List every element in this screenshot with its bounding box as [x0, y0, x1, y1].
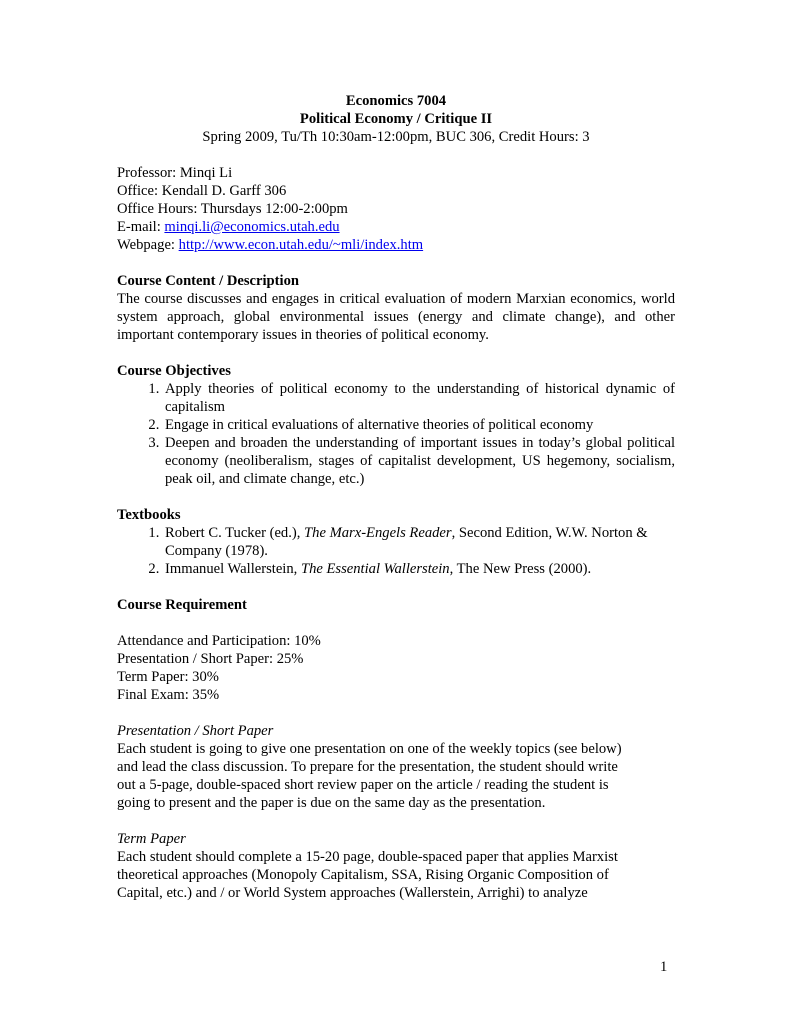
course-number: Economics 7004 [345, 93, 447, 109]
course-requirement-heading: Course Requirement [117, 597, 247, 613]
course-content-heading: Course Content / Description [117, 273, 300, 289]
course-header [117, 92, 675, 146]
grading-item: Term Paper: 30% [117, 669, 219, 685]
instructor-info [117, 164, 675, 254]
term-paper-line: theoretical approaches (Monopoly Capitalism, SSA, Rising Organic Composition of [117, 867, 609, 883]
presentation-line: out a 5-page, double-spaced short review paper on the article / reading the student is [117, 777, 609, 793]
office-hours: Office Hours: Thursdays 12:00-2:00pm [117, 201, 348, 217]
presentation-heading: Presentation / Short Paper [117, 723, 274, 739]
textbook-author: Robert C. Tucker (ed.), [165, 525, 305, 541]
textbooks-section [117, 506, 675, 578]
page-number: 1 [660, 959, 668, 975]
textbook-title: The Essential Wallerstein [300, 561, 450, 577]
term-paper-heading: Term Paper [117, 831, 186, 847]
course-objectives-heading: Course Objectives [117, 363, 231, 379]
webpage-label: Webpage: [117, 237, 179, 253]
textbook-title: The Marx-Engels Reader [304, 525, 452, 541]
textbook-publisher: , The New Press (2000). [449, 561, 592, 577]
course-content-body: The course discusses and engages in critical evaluation of modern Marxian economics, world system approach, global environmental issues (energy and climate change), and other important contemporary issues in theories of political economy. [117, 291, 675, 343]
professor-name: Professor: Minqi Li [117, 165, 233, 181]
textbook-publisher: , Second Edition, W.W. Norton & Company (1978). [165, 525, 648, 559]
course-content-section [117, 272, 675, 344]
objectives-list [117, 380, 675, 488]
email-link[interactable]: minqi.li@economics.utah.edu [164, 219, 340, 235]
textbook-item [163, 560, 675, 578]
term-paper-line: Each student should complete a 15-20 page, double-spaced paper that applies Marxist [117, 849, 618, 865]
grading-item: Final Exam: 35% [117, 687, 220, 703]
course-schedule: Spring 2009, Tu/Th 10:30am-12:00pm, BUC 306, Credit Hours: 3 [202, 129, 590, 145]
objective-item: 3. Deepen and broaden the understanding of important issues in today’s global political economy (neoliberalism, stages of capitalist development, US hegemony, socialism, peak oil, and climate change, etc.) [163, 434, 675, 488]
course-requirement-section [117, 596, 675, 902]
presentation-line: going to present and the paper is due on the same day as the presentation. [117, 795, 546, 811]
document-content [117, 92, 675, 902]
textbook-author: Immanuel Wallerstein, [165, 561, 301, 577]
textbooks-heading: Textbooks [117, 507, 181, 523]
objective-item: 1. Apply theories of political economy to the understanding of historical dynamic of capitalism [163, 380, 675, 416]
grading-item: Attendance and Participation: 10% [117, 633, 321, 649]
office-location: Office: Kendall D. Garff 306 [117, 183, 287, 199]
webpage-line [117, 236, 675, 254]
term-paper-line: Capital, etc.) and / or World System approaches (Wallerstein, Arrighi) to analyze [117, 885, 588, 901]
course-title: Political Economy / Critique II [299, 111, 493, 127]
textbook-item [163, 524, 675, 560]
email-line [117, 218, 675, 236]
term-paper-body [117, 848, 675, 902]
webpage-link[interactable]: http://www.econ.utah.edu/~mli/index.htm [178, 237, 424, 253]
grading-item: Presentation / Short Paper: 25% [117, 651, 304, 667]
objective-item: 2. Engage in critical evaluations of alternative theories of political economy [163, 416, 675, 434]
textbooks-list [117, 524, 675, 578]
presentation-line: Each student is going to give one presentation on one of the weekly topics (see below) [117, 741, 622, 757]
email-label: E-mail: [117, 219, 165, 235]
presentation-line: and lead the class discussion. To prepare for the presentation, the student should write [117, 759, 618, 775]
presentation-body [117, 740, 675, 812]
course-objectives-section [117, 362, 675, 488]
